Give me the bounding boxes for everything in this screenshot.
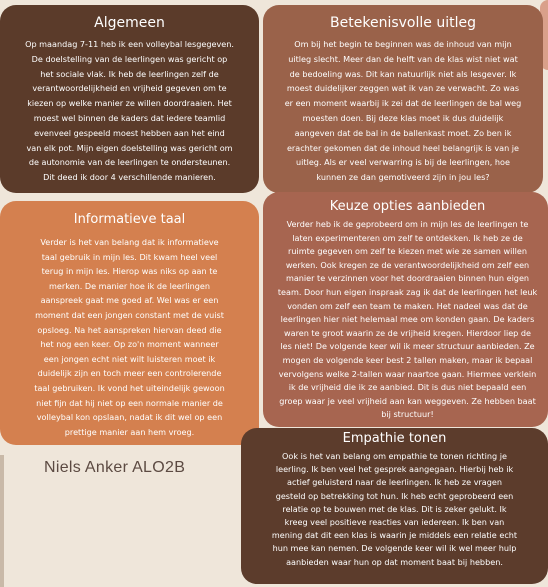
text-line: vervolgens welke 2-tallen waar naartoe gaan. Hiermee verklein [278,368,537,379]
card-body [249,450,540,569]
text-line: prettige manier aan hem vroeg. [64,426,195,437]
text-line: vonden om zelf een team te maken. Het nadeel was dat de [287,300,528,311]
text-line: team. Door hun eigen inspraak zag ik dat de leerlingen het leuk [277,286,538,297]
text-line: aanspreek gaat me goed af. Wel was er een [40,295,219,306]
text-line: ruimte gegeven om zelf te kiezen met wie ze samen willen [288,246,527,257]
card-title: Algemeen [94,15,165,31]
card-title: Empathie tonen [342,431,447,446]
text-line: volleybal kon opslaan, nadat ik dit wel op een [36,412,223,423]
text-line: het sociale vlak. Ik heb de leerlingen zelf de [40,68,219,79]
text-line: manier te verzinnen voor het doordraaien binnen hun eigen [285,273,530,284]
text-line: moesten doen. Bij deze klas moet ik dus duidelijk [302,112,504,123]
text-line: actief geluisterd naar de leerlingen. Ik heb ze vragen [286,477,503,488]
text-line: taal gebruiken. Ik vond het uiteindelijk gewoon [34,382,225,393]
text-line: mening dat dit een klas is waarin je middels een relatie echt [271,530,518,541]
card-body [6,37,253,185]
text-line: evenveel gespeeld moest hebben aan het eind [34,127,225,138]
text-line: Op maandag 7-11 heb ik een volleybal lesgegeven. [25,39,234,49]
text-line: kreeg veel positieve reacties van iedereen. Ik ben van [284,517,505,528]
card-title: Betekenisvolle uitleg [330,15,476,31]
text-line: terug in mijn les. Hierop was niks op aan te [41,266,218,277]
text-line: Dit deed ik door 4 verschillende manieren. [43,172,216,183]
text-line: merken. De manier hoe ik de leerlingen [49,280,210,291]
card-keuze-opties [263,192,548,427]
text-line: ik de vrijheid die ik ze aanbied. Dit is dus niet bepaald een [288,382,527,393]
text-line: er een moment waarbij ik zei dat de leerlingen de bal weg [284,98,522,109]
text-line: uitleg. Als er veel verwarring is bij de leerlingen, hoe [296,157,510,168]
text-line: de bedoeling was. Dit kan natuurlijk niet als lesgever. Ik [289,68,517,79]
text-line: mogen de volgende keer best 2 tallen maken, maar ik bepaal [282,354,533,365]
text-line: les niet! De volgende keer wil ik meer structuur aanbieden. Ze [280,341,535,352]
text-line: groep waar je veel vrijheid aan kan weggeven. Ze hebben baat [279,395,536,406]
text-line: het nog een keer. Op zo'n moment wanneer [40,339,219,350]
text-line: aangeven dat de bal in de ballenkast moet. Zo ben ik [294,127,512,138]
text-line: werken. Ook kregen ze de verantwoordelijkheid om zelf een [285,259,530,270]
card-informatieve-taal [0,201,259,445]
text-line: aanbieden waar hun op dat moment baat bij hebben. [286,556,503,567]
text-line: kiezen op welke manier ze willen doordraaien. Het [27,98,232,109]
text-line: leerling. Ik ben veel het gesprek aangegaan. Hierbij heb ik [275,464,514,475]
text-line: duidelijk zijn en toch meer een controlerende [37,368,222,379]
text-line: moest wel binnen de kaders dat iedere teamlid [33,112,226,123]
text-line: Om bij het begin te beginnen was de inhoud van mijn [294,39,512,49]
text-line: Verder heb ik de geprobeerd om in mijn les de leerlingen te [286,219,529,229]
text-line: opsloeg. Na het aanspreken hiervan deed die [37,324,222,335]
text-line: moest duidelijker zeggen wat ik van ze verwacht. Zo was [286,83,520,94]
card-algemeen [0,5,259,193]
text-line: een jongen echt niet wilt luisteren moet ik [43,353,216,364]
author-name: Niels Anker ALO2B [44,459,186,476]
card-betekenisvolle-uitleg [263,5,543,193]
text-line: kunnen ze dan gemotiveerd zijn in jou les? [316,172,490,183]
text-line: leerlingen hier niet helemaal mee om konden gaan. De kaders [280,314,535,325]
card-body [267,218,548,422]
text-line: laten experimenteren om zelf te ontdekken. Ik heb ze de [292,232,523,243]
text-line: de autonomie van de leerlingen te ondersteunen. [28,157,231,168]
card-body [269,37,537,185]
text-line: relatie op te bouwen met de klas. Dit is zeker gelukt. Ik [282,503,507,514]
text-line: Verder is het van belang dat ik informatieve [40,237,219,247]
card-empathie-tonen [241,428,548,584]
text-line: hun mee kan nemen. De volgende keer wil ik wel meer hulp [272,543,517,554]
text-line: De doelstelling van de leerlingen was gericht op [31,53,228,64]
text-line: uitleg slecht. Meer dan de helft van de klas wist niet wat [288,53,518,64]
text-line: bij structuur! [381,409,434,420]
text-line: van elk pot. Mijn eigen doelstelling was gericht om [26,142,233,153]
card-title: Keuze opties aanbieden [329,199,486,214]
text-line: verantwoordelijkheid en vrijheid gegeven om te [32,83,227,94]
text-line: niet fijn dat hij niet op een normale manier de [36,397,223,408]
text-line: gesteld op betrekking tot hun. Ik heb echt geprobeerd een [275,490,514,501]
text-line: moment dat een jongen constant met de vuist [35,309,224,320]
text-line: waren te groot waarin ze de vrijheid kregen. Hierdoor liep de [283,327,532,338]
card-body [6,235,253,439]
text-line: taal gebruik in mijn les. Dit kwam heel veel [41,251,218,262]
decorative-edge-left [0,455,4,587]
card-title: Informatieve taal [73,212,186,227]
text-line: Ook is het van belang om empathie te tonen richting je [282,451,507,461]
text-line: erachter gekomen dat de inhoud heel belangrijk is van je [286,142,520,153]
